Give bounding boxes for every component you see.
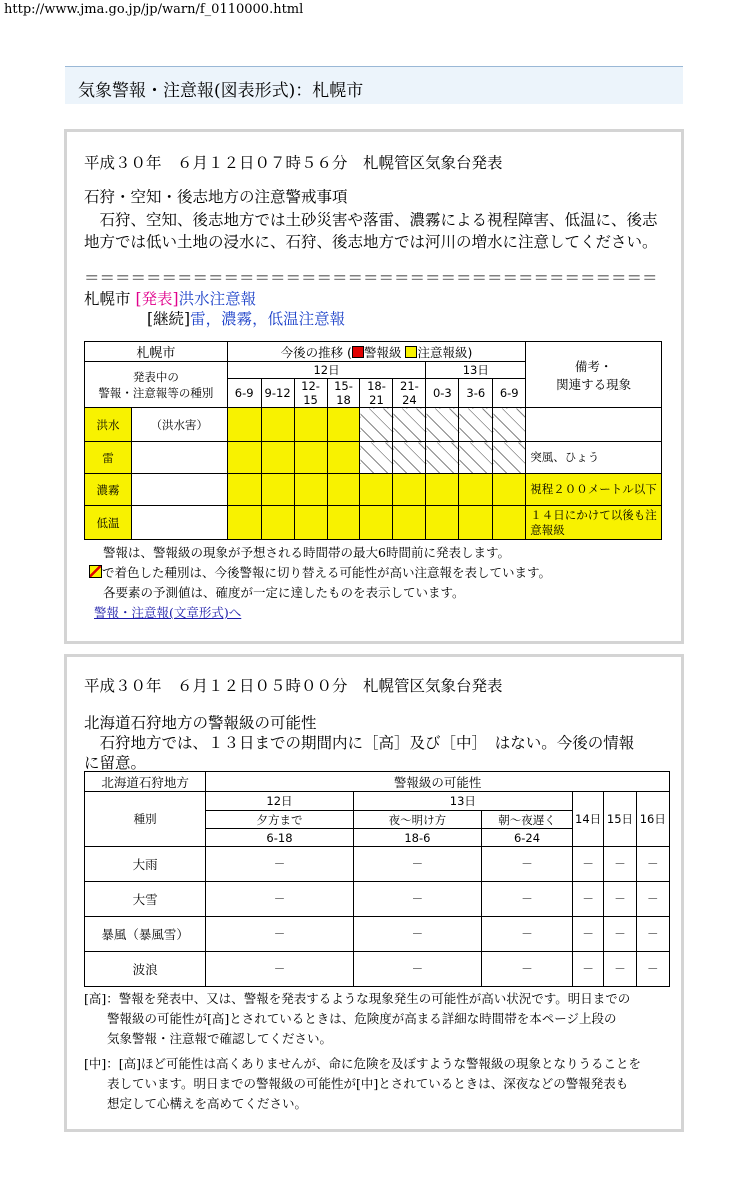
high-note-2: 警報級の可能性が[高]とされているときは、危険度が高まる詳細な時間帯を本ページ上段の — [107, 1011, 617, 1026]
phenomenon-name: 大雪 — [85, 882, 206, 917]
advisory-cell — [227, 506, 261, 540]
possibility-row — [85, 952, 670, 987]
city-name: 札幌市 — [84, 290, 131, 308]
note-3: 各要素の予測値は、確度が一定に達したものを表示しています。 — [103, 585, 465, 600]
advisory-cell — [426, 474, 459, 506]
period-2: 夜～明け方 — [353, 811, 481, 829]
possibility-value: － — [604, 917, 636, 952]
warning-panel — [64, 129, 684, 644]
possibility-value: － — [482, 847, 573, 882]
advisory-cell — [227, 474, 261, 506]
issued-tag: [発表] — [135, 290, 179, 308]
page-url: http://www.jma.go.jp/jp/warn/f_0110000.html — [4, 2, 304, 17]
day-12-header: 12日 — [227, 362, 426, 379]
possibility-value: － — [636, 917, 669, 952]
possibility-value: － — [482, 882, 573, 917]
period-1: 夕方まで — [206, 811, 354, 829]
possibility-value: － — [206, 882, 354, 917]
advisory-hatched-cell — [493, 408, 526, 442]
advisory-cell — [294, 408, 327, 442]
possibility-header: 平成３０年 ６月１２日０５時００分 札幌管区気象台発表 — [84, 677, 503, 695]
possibility-value: － — [636, 952, 669, 987]
kind-name: 雷 — [85, 442, 132, 474]
advisory-hatched-cell — [426, 408, 459, 442]
trend-label: 今後の推移 — [280, 344, 344, 360]
warning-trend-table — [84, 341, 662, 540]
possibility-row — [85, 917, 670, 952]
day-12-header: 12日 — [206, 792, 354, 811]
issue-header: 平成３０年 ６月１２日０７時５６分 札幌管区気象台発表 — [84, 154, 503, 172]
summary-title: 石狩・空知・後志地方の注意警戒事項 — [84, 188, 348, 206]
possibility-value: － — [353, 952, 481, 987]
advisory-cell — [294, 474, 327, 506]
possibility-row — [85, 882, 670, 917]
possibility-value: － — [636, 882, 669, 917]
range-2: 18-6 — [353, 829, 481, 847]
possibility-subtitle: 北海道石狩地方の警報級の可能性 — [84, 714, 317, 732]
area-header: 札幌市 — [85, 342, 228, 362]
possibility-text-2: に留意。 — [84, 754, 147, 772]
range-3: 6-24 — [482, 829, 573, 847]
possibility-panel — [64, 654, 684, 1132]
phenomenon-name: 暴風（暴風雪） — [85, 917, 206, 952]
advisory-hatched-cell — [360, 408, 393, 442]
time-slot: 3-6 — [459, 379, 493, 408]
possibility-value: － — [206, 952, 354, 987]
advisory-cell — [294, 442, 327, 474]
possibility-value: － — [604, 847, 636, 882]
advisory-hatched-cell — [459, 408, 493, 442]
advisory-cell — [294, 506, 327, 540]
possibility-value: － — [206, 847, 354, 882]
city-issued-line — [84, 287, 256, 309]
range-1: 6-18 — [206, 829, 354, 847]
advisory-cell — [493, 474, 526, 506]
mid-note-2: 表しています。明日までの警報級の可能性が[中]とされているときは、深夜などの警報発表も — [107, 1076, 629, 1091]
possibility-value: － — [636, 847, 669, 882]
advisory-hatched-cell — [459, 442, 493, 474]
advisory-cell — [261, 408, 294, 442]
possibility-value: － — [353, 847, 481, 882]
advisory-cell — [459, 506, 493, 540]
advisory-cell — [227, 442, 261, 474]
possibility-header-cell: 警報級の可能性 — [206, 772, 670, 792]
day-16-header: 16日 — [636, 792, 669, 847]
issued-items: 洪水注意報 — [178, 290, 257, 308]
remarks-header-1: 備考・ — [574, 358, 613, 374]
advisory-legend-icon — [405, 346, 417, 358]
phenomenon-name: 波浪 — [85, 952, 206, 987]
switch-possible-icon — [89, 565, 102, 578]
advisory-cell — [327, 474, 360, 506]
remark-cell — [526, 408, 662, 442]
day-13-header: 13日 — [426, 362, 526, 379]
remarks-header-2: 関連する現象 — [556, 376, 632, 392]
trend-row — [85, 474, 662, 506]
area-header: 北海道石狩地方 — [85, 772, 206, 792]
time-slot: 6-9 — [493, 379, 526, 408]
high-note-1: [高]：警報を発表中、又は、警報を発表するような現象発生の可能性が高い状況です。明日までの — [84, 991, 631, 1006]
trend-row — [85, 408, 662, 442]
possibility-table — [84, 771, 670, 987]
kind-header-1: 発表中の — [132, 369, 179, 384]
possibility-value: － — [604, 952, 636, 987]
advisory-cell — [360, 474, 393, 506]
advisory-cell — [327, 506, 360, 540]
kind-sub — [131, 506, 227, 540]
kind-sub — [131, 442, 227, 474]
remark-cell: １４日にかけて以後も注意報級 — [526, 506, 662, 540]
advisory-hatched-cell — [493, 442, 526, 474]
legend-advisory: 注意報級 — [417, 344, 468, 360]
time-slot: 21-24 — [393, 379, 426, 408]
kind-sub — [131, 474, 227, 506]
separator: ＝＝＝＝＝＝＝＝＝＝＝＝＝＝＝＝＝＝＝＝＝＝＝＝＝＝＝＝＝＝＝＝＝＝＝＝＝ — [84, 269, 658, 287]
advisory-cell — [261, 442, 294, 474]
remark-cell: 視程２００メートル以下 — [526, 474, 662, 506]
high-note-3: 気象警報・注意報で確認してください。 — [107, 1031, 333, 1046]
advisory-cell — [327, 408, 360, 442]
legend-warning: 警報級 — [363, 344, 402, 360]
continued-tag: [継続] — [147, 310, 191, 328]
possibility-value: － — [482, 952, 573, 987]
day-14-header: 14日 — [572, 792, 603, 847]
advisory-cell — [227, 408, 261, 442]
advisory-cell — [493, 506, 526, 540]
time-slot: 12-15 — [294, 379, 327, 408]
possibility-value: － — [572, 952, 603, 987]
kind-sub: （洪水害） — [131, 408, 227, 442]
text-format-link[interactable]: 警報・注意報(文章形式)へ — [94, 605, 242, 620]
advisory-hatched-cell — [393, 442, 426, 474]
time-slot: 18-21 — [360, 379, 393, 408]
warning-legend-icon — [352, 346, 364, 358]
time-slot: 9-12 — [261, 379, 294, 408]
possibility-value: － — [572, 882, 603, 917]
continued-line — [147, 307, 345, 329]
advisory-cell — [459, 474, 493, 506]
continued-items: 雷，濃霧，低温注意報 — [190, 310, 346, 328]
advisory-cell — [327, 442, 360, 474]
advisory-hatched-cell — [426, 442, 459, 474]
possibility-value: － — [206, 917, 354, 952]
period-3: 朝～夜遅く — [482, 811, 573, 829]
remark-cell: 突風、ひょう — [526, 442, 662, 474]
possibility-text-1: 石狩地方では、１３日までの期間内に［高］及び［中］ はない。今後の情報 — [84, 734, 635, 752]
advisory-hatched-cell — [360, 442, 393, 474]
possibility-value: － — [353, 882, 481, 917]
possibility-value: － — [482, 917, 573, 952]
note-2: で着色した種別は、今後警報に切り替える可能性が高い注意報を表しています。 — [102, 565, 552, 580]
mid-note-3: 想定して心構えを高めてください。 — [107, 1096, 308, 1111]
remarks-header — [526, 342, 662, 408]
day-13-header: 13日 — [353, 792, 572, 811]
time-slot: 6-9 — [227, 379, 261, 408]
kind-name: 洪水 — [85, 408, 132, 442]
advisory-cell — [426, 506, 459, 540]
trend-header: 今後の推移 ( 警報級 注意報級) — [227, 342, 526, 362]
trend-row — [85, 506, 662, 540]
kind-name: 低温 — [85, 506, 132, 540]
kind-header-2: 警報・注意報等の種別 — [98, 385, 214, 400]
time-slot: 15-18 — [327, 379, 360, 408]
possibility-value: － — [572, 917, 603, 952]
advisory-cell — [261, 506, 294, 540]
possibility-row — [85, 847, 670, 882]
mid-note-1: [中]：[高]ほど可能性は高くありませんが、命に危険を及ぼすような警報級の現象となりうることを — [84, 1056, 642, 1071]
summary-line-1: 石狩、空知、後志地方では土砂災害や落雷、濃霧による視程障害、低温に、後志 — [84, 211, 658, 229]
advisory-cell — [393, 474, 426, 506]
possibility-value: － — [572, 847, 603, 882]
summary-line-2: 地方では低い土地の浸水に、石狩、後志地方では河川の増水に注意してください。 — [84, 233, 658, 251]
kind-header — [85, 362, 228, 408]
advisory-cell — [360, 506, 393, 540]
trend-row — [85, 442, 662, 474]
page-title: 気象警報・注意報(図表形式)：札幌市 — [78, 81, 364, 101]
advisory-cell — [393, 506, 426, 540]
possibility-value: － — [604, 882, 636, 917]
advisory-hatched-cell — [393, 408, 426, 442]
time-slot: 0-3 — [426, 379, 459, 408]
note-2-line — [89, 563, 551, 581]
kind-header: 種別 — [85, 792, 206, 847]
possibility-value: － — [353, 917, 481, 952]
kind-name: 濃霧 — [85, 474, 132, 506]
day-15-header: 15日 — [604, 792, 636, 847]
phenomenon-name: 大雨 — [85, 847, 206, 882]
note-1: 警報は、警報級の現象が予想される時間帯の最大6時間前に発表します。 — [103, 545, 510, 560]
page-title-bar — [65, 66, 683, 104]
advisory-cell — [261, 474, 294, 506]
